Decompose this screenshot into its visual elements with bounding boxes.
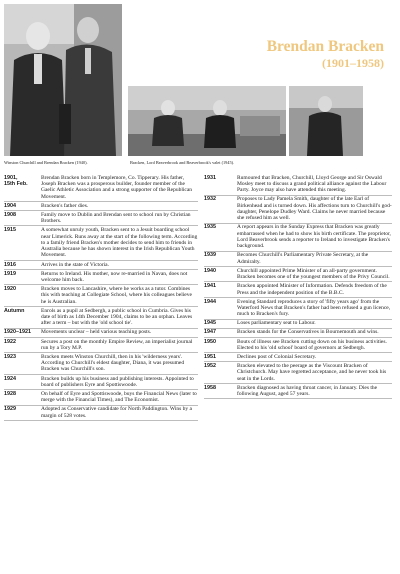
timeline-entry	[4, 261, 198, 270]
timeline-year: 1931	[204, 174, 216, 181]
timeline-text: Secures a post on the monthly Empire Review, an imperialist journal run by a Tory M.P.	[41, 338, 193, 351]
timeline-text: Loses parliamentary seat to Labour.	[237, 320, 316, 327]
timeline-year: 1908	[4, 211, 16, 218]
timeline-text: Bracken stands for the Conservatives in Bournemouth and wins.	[237, 329, 379, 336]
timeline-year: 1947	[204, 329, 216, 336]
timeline-year: 1901, 15th Feb.	[4, 174, 28, 188]
timeline-entry	[204, 282, 392, 297]
timeline-entry	[4, 211, 198, 226]
timeline-year: 1920–1921	[4, 329, 31, 336]
timeline-year: 1904	[4, 202, 16, 209]
timeline-entry	[204, 267, 392, 282]
page-title	[267, 38, 384, 70]
timeline-entry	[204, 384, 392, 399]
timeline-entry	[4, 353, 198, 375]
timeline-text: On behalf of Eyre and Spottiswoode, buys the Financial News (later to merge with the Financial Times), and The Economist.	[41, 390, 197, 404]
title-dates: (1901–1958)	[322, 56, 384, 70]
timeline-entry	[204, 174, 392, 196]
timeline-year: 1924	[4, 375, 16, 382]
photo-valet	[289, 86, 363, 156]
timeline-entry	[4, 375, 198, 390]
timeline-text: Bracken builds up his business and publishing interests. Appointed to board of publishers Eyre and Spottiswoode.	[41, 375, 194, 388]
timeline-year: 1919	[4, 270, 16, 277]
timeline-year: 1920	[4, 286, 16, 293]
timeline-text: Bracken's father dies.	[41, 202, 89, 209]
timeline-text: Bracken appointed Minister of Information. Defends freedom of the Press and the independent position of the B.B.C.	[237, 283, 387, 296]
timeline-text: Movements unclear – held various teaching posts.	[41, 329, 152, 336]
timeline-right-column	[204, 174, 392, 399]
timeline-entry	[4, 338, 198, 353]
timeline-entry	[4, 226, 198, 260]
timeline-entry	[204, 252, 392, 267]
timeline-entry	[4, 390, 198, 405]
timeline-text: Proposes to Lady Pamela Smith, daughter of the late Earl of Birkenhead and is turned down. His affections turn to Churchill's god-daughter, Penelope Dudley Ward. Claims he never married because she refused him as well.	[237, 196, 392, 222]
timeline-year: 1932	[204, 196, 216, 203]
photo-caption: Winston Churchill and Brendan Bracken (1940).	[4, 160, 88, 165]
timeline-entry	[204, 224, 392, 252]
timeline-entry	[4, 174, 198, 202]
timeline-year: 1929	[4, 406, 16, 413]
timeline-year: 1923	[4, 353, 16, 360]
timeline-year: 1952	[204, 362, 216, 369]
timeline-text: Bouts of illness see Bracken cutting down on his business activities. Elected to his 'old school' board of governors at Sedbergh.	[237, 338, 387, 351]
timeline-year: 1951	[204, 353, 216, 360]
title-name: Brendan Bracken	[266, 38, 384, 55]
timeline-text: Adopted as Conservative candidate for North Paddington. Wins by a margin of 528 votes.	[41, 406, 192, 419]
photo-bracken-beaverbrook	[128, 86, 286, 156]
timeline-year: 1940	[204, 267, 216, 274]
timeline-text: Churchill appointed Prime Minister of an all-party government. Bracken becomes one of the youngest members of the Privy Council.	[237, 267, 390, 281]
timeline-text: A somewhat unruly youth, Bracken sent to a Jesuit boarding school near Limerick. Runs away at the start of the following term. According to a family friend Bracken's mother decides to send him to friends in Australia because he has shown interest in the Irish Republican Youth Movement.	[41, 227, 198, 259]
timeline-year: 1950	[204, 338, 216, 345]
timeline-text: A report appears in the Sunday Express that Bracken was greatly embarrassed when he had to show his birth certificate. The proprietor, Lord Beaverbrook sends a reporter to Ireland to investigate Bracken's background.	[237, 224, 391, 250]
timeline-entry	[204, 196, 392, 224]
photo-caption: Bracken, Lord Beaverbrook and Beaverbrook's valet (1945).	[130, 160, 235, 165]
timeline-year: 1944	[204, 298, 216, 305]
timeline-text: Becomes Churchill's Parliamentary Private Secretary, at the Admiralty.	[237, 252, 369, 265]
timeline-entry	[204, 362, 392, 384]
timeline-text: Brendan Bracken born in Templemore, Co. Tipperary. His father, Joseph Bracken was a prosperous builder, founder member of the Gaelic Athletic Association and a strong supporter of the Republican Movement.	[41, 174, 193, 200]
timeline-year: 1915	[4, 227, 16, 234]
timeline-year: 1928	[4, 390, 16, 397]
timeline-left-column	[4, 174, 198, 421]
timeline-entry	[4, 329, 198, 338]
timeline-entry	[4, 202, 198, 211]
timeline-year: 1922	[4, 338, 16, 345]
photo-churchill-and-bracken	[4, 4, 122, 156]
timeline-text: Returns to Ireland. His mother, now re-married in Navan, does not welcome him back.	[41, 270, 188, 283]
timeline-text: Evening Standard reproduces a story of 'fifty years ago' from the Waterford News that Bracken's father had been refused a gun licence, much to Bracken's fury.	[237, 298, 391, 318]
timeline-text: Family move to Dublin and Brendan sent to school run by Christian Brothers.	[41, 211, 191, 225]
timeline-entry	[204, 320, 392, 329]
timeline-text: Rumoured that Bracken, Churchill, Lloyd George and Sir Oswald Mosley meet to discuss a grand political alliance against the Labour Party. Joyce may also have attended this meeting.	[237, 174, 387, 194]
timeline-text: Bracken moves to Lancashire, where he works as a tutor. Combines this with teaching at Collegiate School, where his colleagues believe he is Australian.	[41, 286, 192, 305]
timeline-text: Bracken meets Winston Churchill, then in his 'wilderness years'. According to Churchill's eldest daughter, Diana, it was presumed Bracken was Churchill's son.	[41, 353, 185, 373]
timeline-year: 1941	[204, 283, 216, 290]
timeline-entry	[4, 285, 198, 307]
timeline-entry	[4, 307, 198, 329]
timeline-entry	[204, 298, 392, 320]
timeline-entry	[4, 270, 198, 285]
timeline-text: Enrols as a pupil at Sedbergh, a public school in Cumbria. Gives his date of birth as 14th December 1904, claims to be an orphan. Leaves after a term – but with the 'old school tie'.	[41, 307, 193, 327]
timeline-year: 1939	[204, 252, 216, 259]
timeline-text: Bracken diagnosed as having throat cancer, in January. Dies the following August, aged 57 years.	[237, 384, 378, 397]
timeline-text: Arrives in the state of Victoria.	[41, 261, 109, 268]
timeline-year: 1935	[204, 224, 216, 231]
timeline-year: 1958	[204, 384, 216, 391]
timeline-entry	[204, 338, 392, 353]
timeline-entry	[4, 406, 198, 421]
timeline-year: 1916	[4, 261, 16, 268]
timeline-entry	[204, 353, 392, 362]
timeline-text: Bracken elevated to the peerage as the Viscount Bracken of Christchurch. May have regretted acceptance, and he never took his seat in the Lords.	[237, 362, 387, 382]
timeline-year: Autumn	[4, 307, 25, 314]
timeline-entry	[204, 329, 392, 338]
timeline-text: Declines post of Colonial Secretary.	[237, 353, 317, 360]
timeline-year: 1945	[204, 320, 216, 327]
